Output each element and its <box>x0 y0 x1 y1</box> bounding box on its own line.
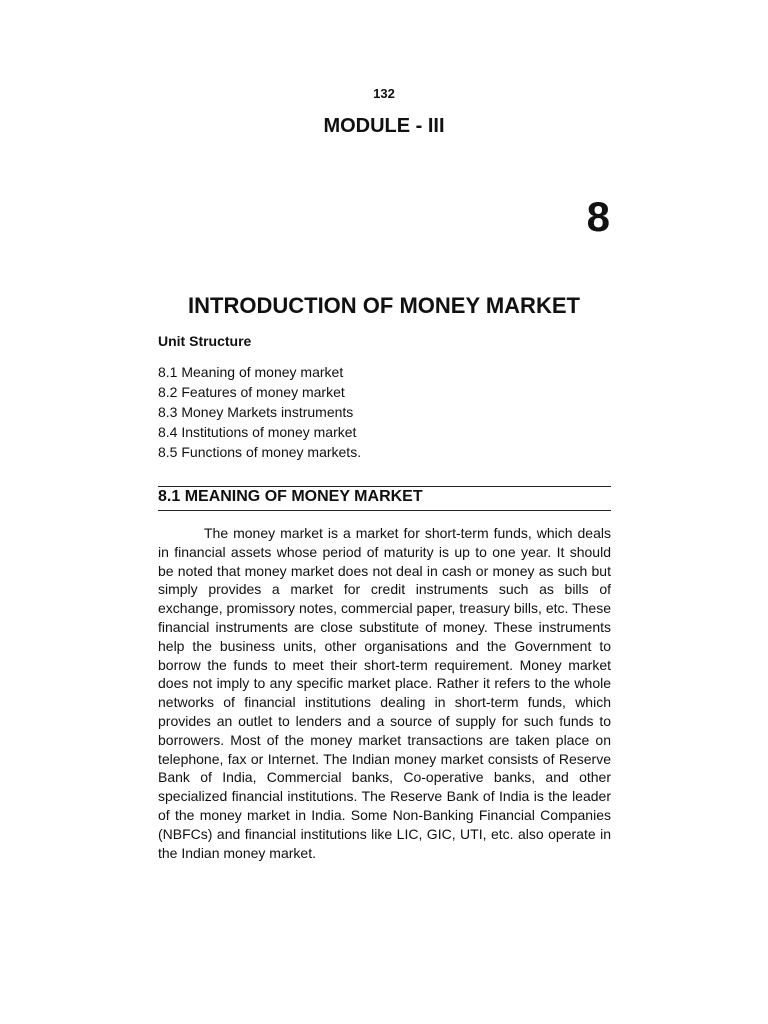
toc-item: 8.5 Functions of money markets. <box>158 444 362 460</box>
toc-item: 8.3 Money Markets instruments <box>158 404 354 420</box>
module-title: MODULE - III <box>323 115 445 137</box>
chapter-title: INTRODUCTION OF MONEY MARKET <box>188 293 580 318</box>
unit-structure-list <box>158 362 361 462</box>
chapter-number: 8 <box>586 193 610 240</box>
section-heading: 8.1 MEANING OF MONEY MARKET <box>158 486 611 511</box>
toc-item: 8.1 Meaning of money market <box>158 364 344 380</box>
toc-item: 8.4 Institutions of money market <box>158 424 357 440</box>
page-number: 132 <box>373 86 395 101</box>
unit-structure-heading: Unit Structure <box>158 333 252 349</box>
body-paragraph: The money market is a market for short-term funds, which deals in financial assets whose period of maturity is up to one year. It should be noted that money market does not deal in cash or money as such but simply provides a market for credit instruments such as bills of exchange, promissory notes, commercial paper, treasury bills, etc. These financial instruments are close substitute of money. These instruments help the business units, other organisations and the Government to borrow the funds to meet their short-term requirement. Money market does not imply to any specific market place. Rather it refers to the whole networks of financial institutions dealing in short-term funds, which provides an outlet to lenders and a source of supply for such funds to borrowers. Most of the money market transactions are taken place on telephone, fax or Internet. The Indian money market consists of Reserve Bank of India, Commercial banks, Co-operative banks, and other specialized financial institutions. The Reserve Bank of India is the leader of the money market in India. Some Non-Banking Financial Companies (NBFCs) and financial institutions like LIC, GIC, UTI, etc. also operate in the Indian money market. <box>158 525 611 861</box>
toc-item: 8.2 Features of money market <box>158 384 345 400</box>
